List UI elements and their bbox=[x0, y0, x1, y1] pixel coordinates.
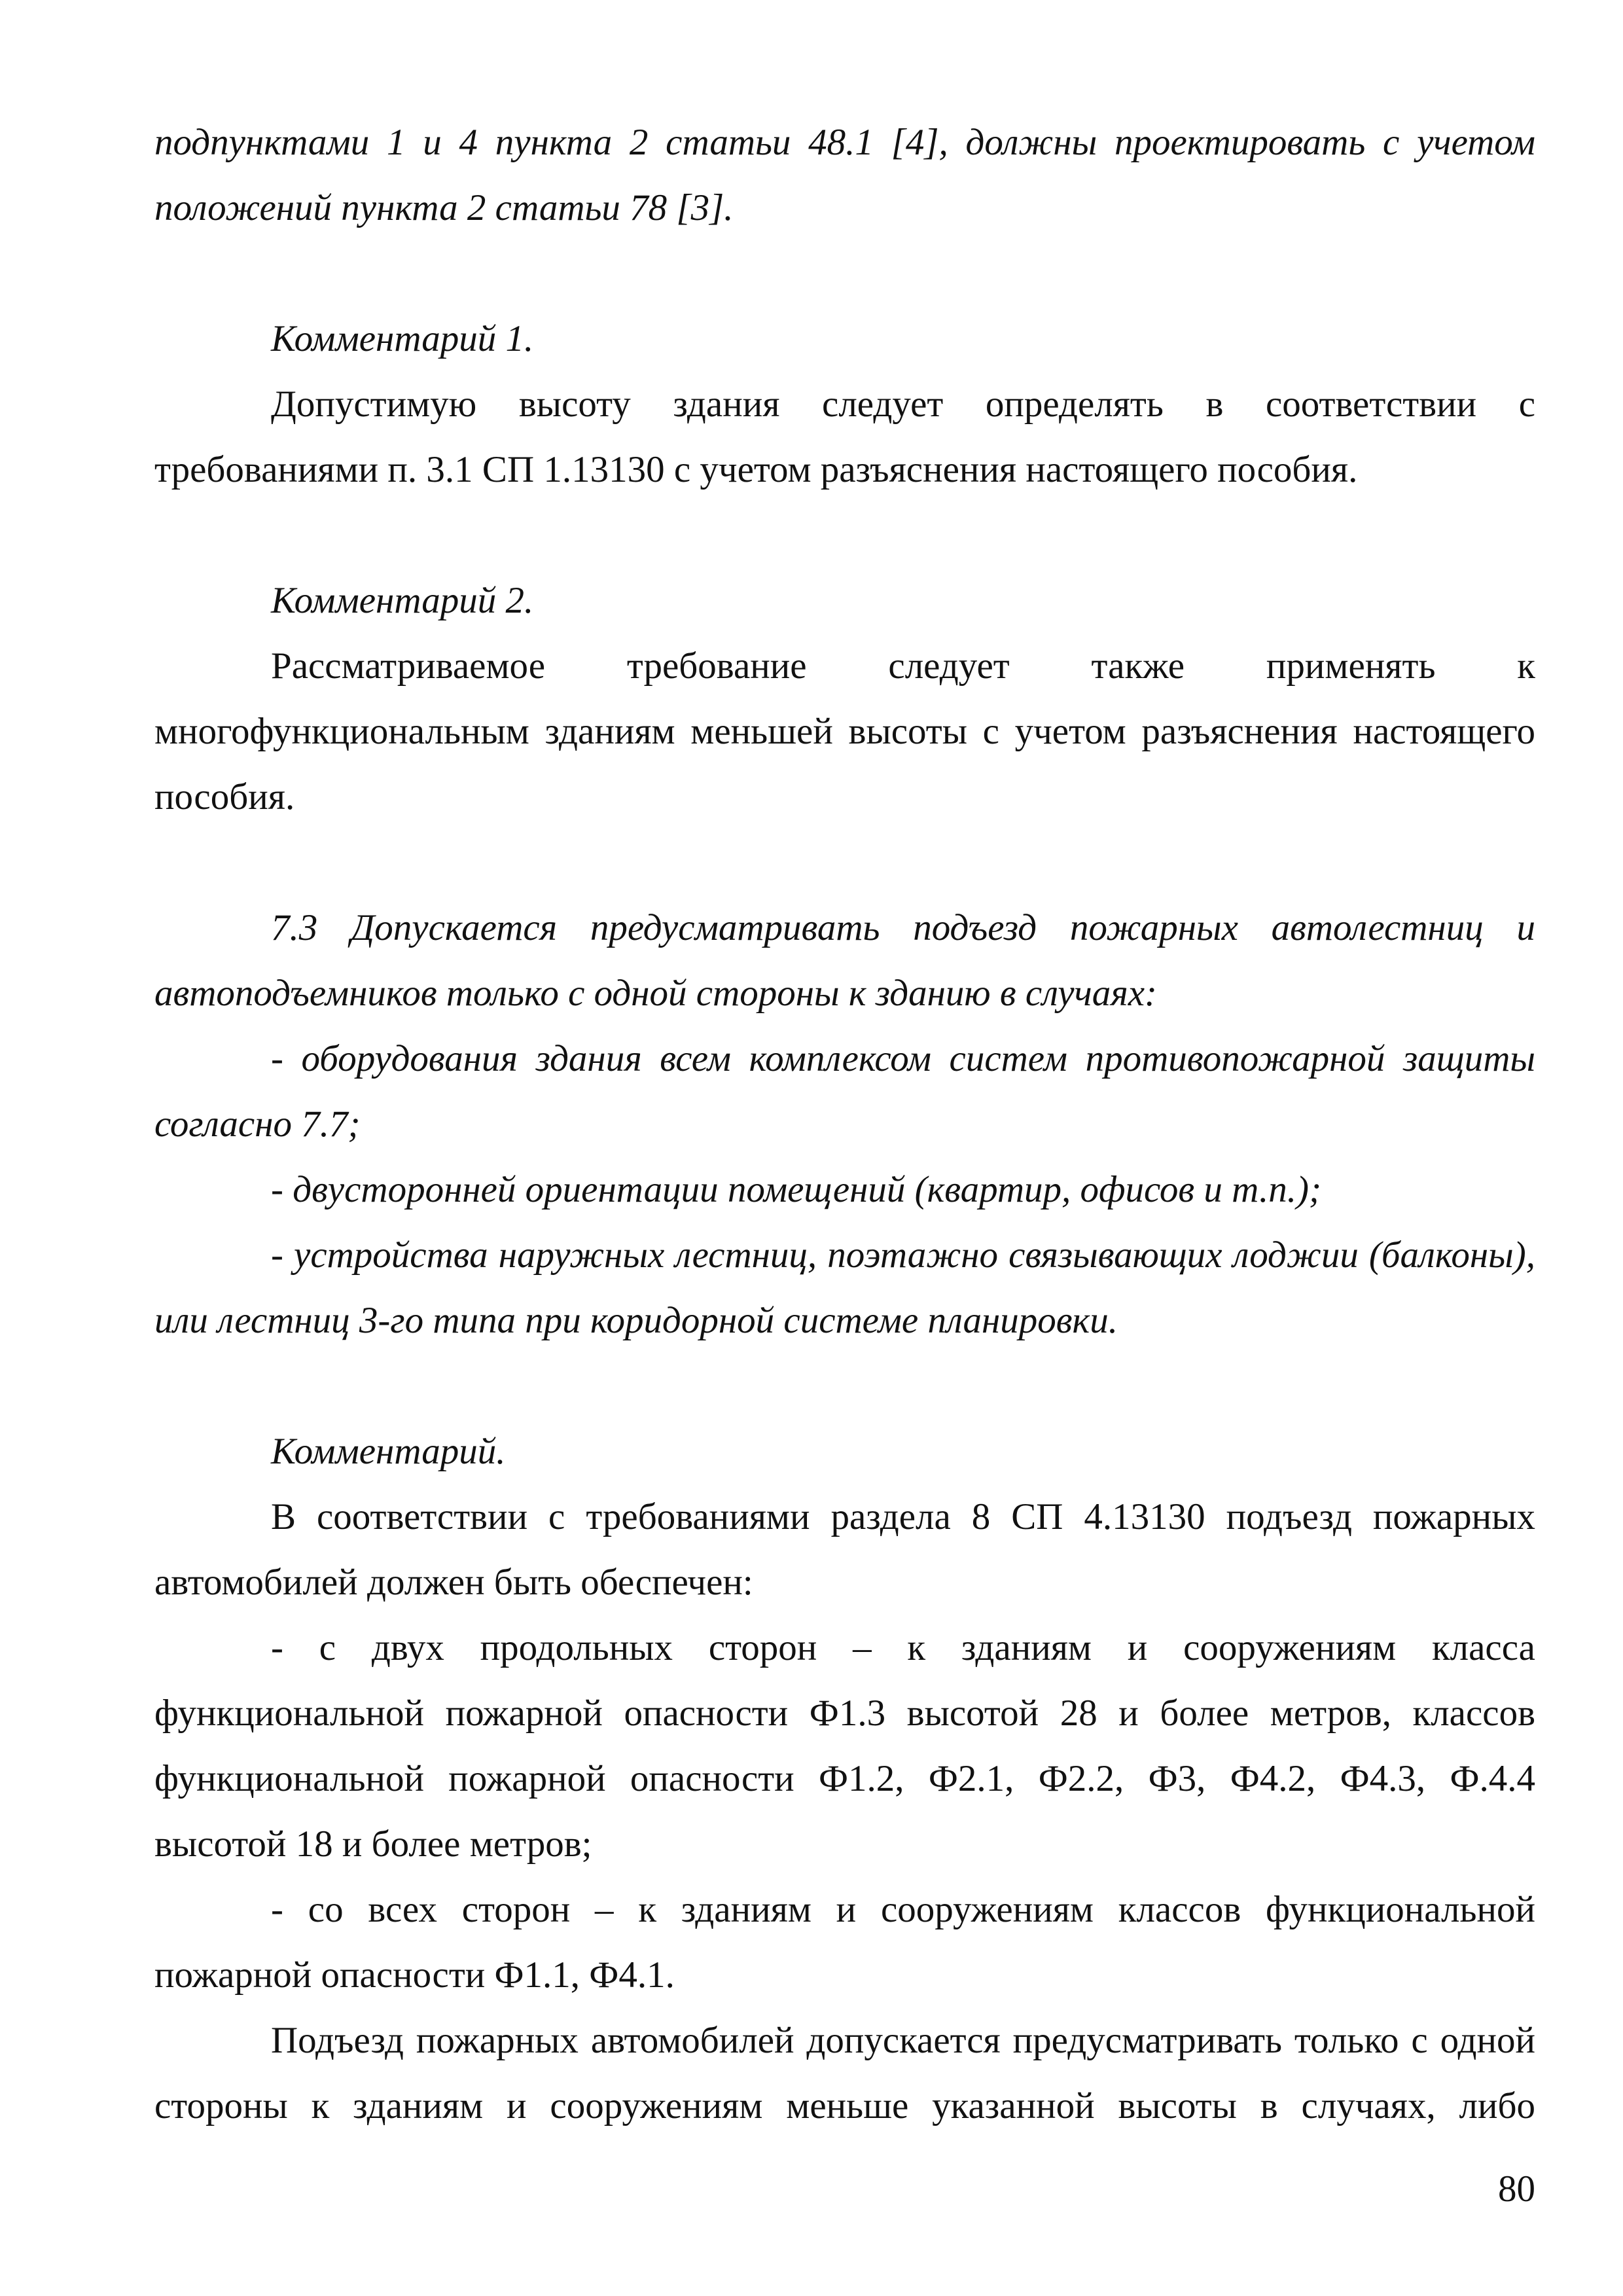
page-number: 80 bbox=[1498, 2168, 1535, 2210]
comment-3-text: В соответствии с требованиями раздела 8 СП 4.13130 подъезд пожарных автомобилей должен быть обеспечен: bbox=[154, 1496, 1535, 1603]
spacer bbox=[154, 1354, 1535, 1419]
clause-7-3-text: 7.3 Допускается предусматривать подъезд пожарных автолестниц и автоподъемников только с одной стороны к зданию в случаях: bbox=[154, 907, 1535, 1014]
comment-3-item-1: - с двух продольных сторон – к зданиям и сооружениям класса функциональной пожарной опасности Ф1.3 высотой 28 и более метров, классов функциональной пожарной опасности Ф1.2, Ф2.1, Ф2.2, Ф3, Ф4.2, Ф4.3, Ф.4.4 высотой 18 и более метров; bbox=[154, 1627, 1535, 1865]
intro-line-1: подпунктами 1 и 4 пункта 2 статьи 48.1 [4], должны проектировать с учетом bbox=[154, 122, 1535, 163]
clause-7-3-item-1: - оборудования здания всем комплексом систем противопожарной защиты согласно 7.7; bbox=[154, 1038, 1535, 1145]
comment-1-text: Допустимую высоту здания следует определять в соответствии с требованиями п. 3.1 СП 1.13130 с учетом разъяснения настоящего пособия. bbox=[154, 384, 1535, 490]
clause-7-3-item-3: - устройства наружных лестниц, поэтажно связывающих лоджии (балконы), или лестниц 3-го типа при коридорной системе планировки. bbox=[154, 1234, 1535, 1341]
intro-line-2: положений пункта 2 статьи 78 [3]. bbox=[154, 187, 734, 228]
clause-7-3-item-2: - двусторонней ориентации помещений (квартир, офисов и т.п.); bbox=[271, 1169, 1321, 1210]
spacer bbox=[154, 241, 1535, 306]
comment-3-closing: Подъезд пожарных автомобилей допускается предусматривать только с одной стороны к зданиям и сооружениям меньше указанной высоты в случаях, либо bbox=[154, 2020, 1535, 2126]
comment-1-heading: Комментарий 1. bbox=[271, 318, 534, 359]
comment-3-heading: Комментарий. bbox=[271, 1431, 506, 1472]
document-body bbox=[154, 110, 1535, 2139]
comment-2-text: Рассматриваемое требование следует также применять к многофункциональным зданиям меньшей высоты с учетом разъяснения настоящего пособия. bbox=[154, 645, 1535, 817]
spacer bbox=[154, 503, 1535, 568]
comment-2-heading: Комментарий 2. bbox=[271, 580, 534, 621]
spacer bbox=[154, 830, 1535, 895]
comment-3-item-2: - со всех сторон – к зданиям и сооружениям классов функциональной пожарной опасности Ф1.1, Ф4.1. bbox=[154, 1889, 1535, 1996]
